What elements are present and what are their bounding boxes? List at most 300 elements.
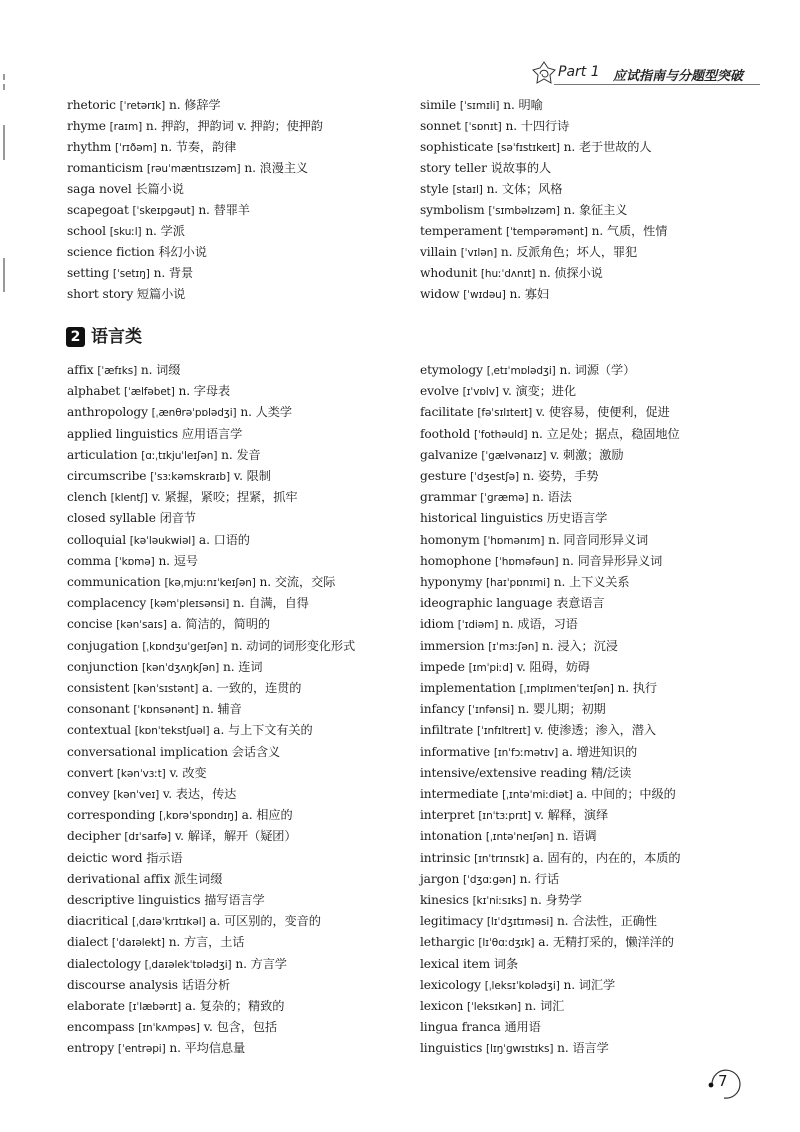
glossary-entry (67, 616, 270, 633)
glossary-entry (420, 468, 599, 485)
entry-definition: n. 方言学 (235, 956, 287, 971)
entry-definition: 闭音节 (159, 511, 196, 526)
entry-definition: n. 方言，土话 (168, 935, 245, 950)
entry-word: complacency (67, 596, 147, 611)
entry-definition: n. 连词 (222, 659, 263, 674)
entry-definition: n. 字母表 (178, 384, 231, 399)
entry-word: decipher (67, 829, 121, 844)
glossary-entry (67, 977, 230, 993)
entry-definition: n. 学派 (145, 224, 185, 238)
entry-word: homophone (420, 553, 492, 568)
glossary-entry (67, 553, 198, 570)
entry-word: etymology (420, 363, 483, 377)
entry-definition: n. 词汇学 (563, 977, 616, 992)
entry-pronunciation: [ˈentrəpi] (117, 1043, 166, 1056)
entry-word: short story (67, 287, 134, 301)
glossary-entry (67, 659, 262, 676)
glossary-entry (420, 139, 651, 156)
margin-marks (0, 0, 12, 300)
entry-pronunciation: [ˈhɒmənɪm] (483, 534, 545, 547)
entry-word: alphabet (67, 384, 121, 399)
entry-definition: n. 反派角色；坏人，罪犯 (500, 245, 638, 259)
glossary-entry (67, 934, 244, 951)
entry-definition: v. 改变 (169, 765, 207, 780)
entry-definition: n. 词源（学） (559, 363, 636, 377)
entry-word: widow (420, 287, 460, 301)
entry-definition: v. 解释，演绎 (534, 808, 609, 823)
entry-word: infiltrate (420, 723, 474, 738)
entry-definition: a. 中间的；中级的 (576, 787, 676, 801)
glossary-entry (420, 383, 576, 400)
entry-pronunciation: [ˌænθrəˈpɒlədʒi] (151, 407, 237, 420)
entry-pronunciation: [fəˈsɪlɪteɪt] (477, 407, 533, 420)
glossary-entry (67, 362, 180, 379)
entry-pronunciation: [ˈdʒestʃə] (470, 471, 519, 483)
entry-pronunciation: [ˈɪdiəm] (457, 619, 499, 632)
entry-definition: n. 十四行诗 (505, 119, 570, 133)
entry-word: implementation (420, 681, 516, 695)
entry-definition: v. 阻碍，妨碍 (516, 659, 590, 674)
entry-definition: n. 身势学 (530, 893, 582, 907)
entry-pronunciation: [ɪnˈtɜːprɪt] (478, 810, 531, 823)
glossary-entry (67, 828, 297, 845)
header-rule (554, 84, 760, 85)
entry-pronunciation: [dɪˈsaɪfə] (124, 831, 172, 844)
entry-pronunciation: [kənˈsɪstənt] (133, 683, 199, 695)
entry-definition: n. 浸入；沉浸 (542, 638, 618, 653)
header-title: 应试指南与分题型突破 (613, 69, 744, 84)
glossary-entry (420, 977, 615, 994)
entry-definition: n. 合法性，正确性 (556, 914, 657, 929)
entry-pronunciation: [ɪnˈkʌmpəs] (138, 1022, 200, 1035)
entry-definition: n. 语法 (532, 490, 572, 505)
glossary-entry (420, 181, 562, 198)
entry-definition: a. 增进知识的 (561, 744, 638, 759)
glossary-entry (67, 286, 185, 302)
entry-pronunciation: [kɪˈniːsɪks] (472, 895, 527, 907)
entry-pronunciation: [ˈvɪlən] (460, 247, 498, 259)
entry-definition: 指示语 (146, 850, 183, 865)
entry-definition: n. 同音同形异义词 (548, 532, 649, 547)
entry-pronunciation: [ˈæfɪks] (97, 365, 138, 377)
entry-pronunciation: [ɪmˈpiːd] (468, 661, 513, 674)
entry-definition: n. 文体；风格 (486, 182, 563, 196)
entry-definition: n. 替罪羊 (198, 203, 250, 217)
entry-word: interpret (420, 808, 475, 823)
entry-word: conjugation (67, 638, 139, 653)
entry-word: consistent (67, 681, 130, 695)
entry-pronunciation: [ˈleksɪkən] (466, 1001, 521, 1013)
entry-definition: v. 表达，传达 (162, 787, 237, 801)
entry-word: contextual (67, 723, 131, 738)
glossary-entry (67, 532, 250, 549)
entry-definition: n. 执行 (617, 681, 658, 695)
entry-definition: n. 语言学 (557, 1041, 609, 1056)
entry-pronunciation: [kənˈvɜːt] (116, 767, 166, 780)
entry-pronunciation: [səˈfɪstɪkeɪt] (496, 142, 560, 154)
entry-definition: v. 刺激；激励 (550, 447, 624, 462)
entry-word: immersion (420, 638, 485, 653)
entry-pronunciation: [ˌleksɪˈkɒlədʒi] (484, 979, 560, 992)
entry-word: encompass (67, 1020, 135, 1035)
glossary-entry (420, 426, 680, 443)
entry-definition: v. 紧握，紧咬；捏紧，抓牢 (151, 490, 298, 505)
entry-definition: n. 象征主义 (563, 203, 628, 217)
glossary-entry (67, 426, 242, 442)
entry-definition: n. 气质，性情 (591, 224, 668, 238)
entry-pronunciation: [skuːl] (109, 226, 142, 238)
glossary-entry (67, 160, 308, 177)
entry-definition: v. 使渗透；渗入，潜入 (534, 723, 656, 738)
glossary-entry (67, 786, 236, 803)
entry-definition: n. 词汇 (524, 999, 565, 1013)
entry-word: linguistics (420, 1041, 483, 1056)
entry-definition: 表意语言 (556, 596, 605, 611)
entry-pronunciation: [kəˌmjuːnɪˈkeɪʃən] (164, 577, 256, 589)
glossary-entry (67, 701, 242, 718)
entry-definition: n. 明喻 (503, 98, 543, 112)
glossary-entry (420, 680, 657, 697)
entry-pronunciation: [ˌetɪˈmɒlədʒi] (486, 365, 556, 377)
entry-definition: n. 押韵，押韵词 v. 押韵；使押韵 (145, 119, 323, 133)
entry-word: whodunit (420, 266, 478, 280)
entry-definition: n. 背景 (153, 266, 194, 280)
glossary-entry (420, 998, 564, 1015)
glossary-entry (67, 244, 207, 260)
entry-pronunciation: [ˈtempərəmənt] (505, 226, 588, 238)
entry-word: clench (67, 490, 107, 505)
glossary-entry (67, 1040, 245, 1057)
entry-pronunciation: [staɪl] (452, 184, 483, 196)
entry-pronunciation: [ˌdaɪəˈkrɪtɪkəl] (131, 916, 206, 929)
entry-definition: n. 修辞学 (168, 98, 221, 112)
entry-definition: n. 同音异形异义词 (562, 553, 663, 568)
entry-pronunciation: [ˌkɒrəˈspɒndɪŋ] (159, 810, 238, 823)
entry-word: intensive/extensive reading (420, 765, 588, 780)
glossary-entry (67, 489, 297, 506)
page-number-text: 7 (718, 1072, 728, 1090)
entry-pronunciation: [lɪˈθɑːdʒɪk] (478, 937, 535, 950)
entry-word: hyponymy (420, 575, 483, 589)
entry-pronunciation: [lɪˈdʒɪtɪməsi] (486, 916, 554, 929)
glossary-entry (67, 404, 292, 421)
entry-definition: n. 辅音 (202, 702, 242, 717)
entry-pronunciation: [ˈdʒɑːgən] (463, 873, 516, 886)
entry-pronunciation: [ˈfothəuld] (473, 428, 528, 441)
glossary-entry (420, 1040, 609, 1057)
entry-word: rhyme (67, 119, 106, 133)
entry-definition: n. 成语，习语 (502, 617, 578, 632)
entry-definition: n. 上下义关系 (553, 575, 630, 589)
entry-word: impede (420, 659, 465, 674)
entry-word: saga novel (67, 182, 132, 196)
entry-word: closed syllable (67, 511, 156, 526)
glossary-entry (420, 286, 549, 303)
glossary-entry (420, 118, 569, 135)
entry-word: deictic word (67, 850, 143, 865)
glossary-entry (67, 265, 193, 282)
entry-word: elaborate (67, 999, 125, 1013)
entry-word: sophisticate (420, 140, 494, 154)
entry-pronunciation: [ɪˈmɜːʃən] (488, 640, 539, 653)
entry-pronunciation: [ˈsɪmbəlɪzəm] (488, 205, 560, 217)
glossary-entry (420, 850, 680, 867)
entry-definition: n. 婴儿期；初期 (517, 702, 606, 717)
glossary-entry (420, 1019, 541, 1035)
glossary-entry (67, 97, 221, 114)
entry-word: story teller (420, 161, 487, 175)
glossary-entry (420, 553, 662, 570)
entry-word: temperament (420, 224, 503, 238)
entry-pronunciation: [ɪnˈfɔːmətɪv] (493, 746, 559, 759)
glossary-entry (67, 118, 323, 135)
entry-definition: n. 行话 (519, 871, 560, 886)
entry-word: corresponding (67, 808, 156, 823)
glossary-entry (420, 786, 676, 803)
entry-word: rhythm (67, 140, 112, 154)
entry-word: dialect (67, 935, 109, 950)
glossary-entry (67, 468, 271, 485)
entry-word: villain (420, 245, 457, 259)
entry-word: lexical item (420, 956, 491, 971)
entry-pronunciation: [raɪm] (109, 121, 143, 133)
entry-word: comma (67, 553, 112, 568)
glossary-entry (420, 265, 603, 282)
entry-word: romanticism (67, 161, 144, 175)
glossary-entry (67, 998, 284, 1015)
glossary-entry (67, 638, 355, 655)
entry-definition: 描写语言学 (204, 893, 265, 907)
page-number (704, 1064, 744, 1104)
entry-definition: n. 动词的词形变化形式 (230, 638, 356, 653)
running-header (520, 60, 760, 88)
entry-pronunciation: [huːˈdʌnɪt] (480, 268, 536, 280)
glossary-entry (420, 765, 631, 781)
entry-pronunciation: [kənˈdʒʌŋkʃən] (141, 661, 220, 674)
entry-word: derivational affix (67, 871, 171, 886)
entry-definition: a. 与上下文有关的 (213, 723, 313, 738)
glossary-entry (67, 956, 287, 973)
glossary-entry (420, 659, 590, 676)
glossary-entry (67, 139, 236, 156)
entry-definition: n. 老于世故的人 (563, 140, 652, 154)
glossary-entry (67, 595, 309, 612)
entry-word: anthropology (67, 405, 148, 420)
entry-word: grammar (420, 490, 477, 505)
entry-definition: v. 限制 (233, 469, 271, 483)
glossary-entry (420, 595, 604, 611)
entry-word: legitimacy (420, 914, 484, 929)
entry-word: scapegoat (67, 203, 129, 217)
entry-pronunciation: [ɪnˈtrɪnsɪk] (474, 852, 529, 865)
entry-definition: n. 人类学 (240, 405, 292, 420)
part-label: Part 1 (558, 64, 600, 80)
entry-definition: a. 可区别的，变音的 (209, 914, 321, 929)
entry-definition: v. 演变；进化 (502, 384, 576, 399)
glossary-entry (420, 956, 518, 972)
entry-word: lexicology (420, 977, 481, 992)
entry-word: informative (420, 744, 491, 759)
entry-word: intrinsic (420, 850, 471, 865)
glossary-entry (420, 574, 629, 591)
entry-word: articulation (67, 447, 138, 462)
entry-word: evolve (420, 384, 459, 399)
entry-word: descriptive linguistics (67, 893, 201, 907)
entry-word: ideographic language (420, 596, 553, 611)
glossary-entry (67, 181, 184, 197)
entry-word: dialectology (67, 956, 141, 971)
entry-pronunciation: [ˈsetɪŋ] (112, 268, 150, 280)
entry-word: sonnet (420, 119, 461, 133)
glossary-entry (67, 1019, 277, 1036)
entry-pronunciation: [ˈrɪðəm] (115, 142, 157, 154)
entry-word: applied linguistics (67, 426, 178, 441)
entry-pronunciation: [ˈretərɪk] (119, 100, 166, 112)
entry-definition: n. 浪漫主义 (244, 161, 308, 175)
entry-definition: n. 语调 (557, 829, 597, 844)
entry-definition: a. 固有的，内在的，本质的 (532, 850, 681, 865)
glossary-entry (67, 850, 182, 866)
entry-definition: n. 立足处；据点，稳固地位 (531, 426, 680, 441)
entry-definition: 短篇小说 (136, 287, 186, 301)
glossary-entry (420, 223, 667, 240)
entry-definition: 应用语言学 (181, 426, 243, 441)
entry-pronunciation: [ˌɪmplɪmenˈteɪʃən] (519, 683, 614, 695)
entry-word: science fiction (67, 245, 155, 259)
entry-pronunciation: [ˈælfəbet] (123, 386, 175, 399)
glossary-entry (420, 489, 572, 506)
glossary-entry (67, 680, 301, 697)
entry-word: entropy (67, 1041, 115, 1056)
entry-definition: n. 发音 (221, 447, 261, 462)
glossary-entry (420, 404, 670, 421)
entry-pronunciation: [ˈhɒməfəun] (495, 555, 559, 568)
entry-pronunciation: [kənˈsaɪs] (116, 619, 167, 632)
glossary-entry (420, 828, 597, 845)
entry-definition: a. 口语的 (198, 532, 250, 547)
entry-definition: a. 一致的，连贯的 (202, 681, 302, 695)
glossary-entry (420, 244, 637, 261)
glossary-entry (420, 701, 606, 718)
glossary-entry (420, 510, 607, 526)
entry-definition: n. 交流，交际 (259, 575, 336, 589)
glossary-entry (67, 202, 250, 219)
entry-pronunciation: [ɪˈvɒlv] (462, 386, 499, 399)
glossary-entry (420, 362, 635, 379)
entry-word: foothold (420, 426, 471, 441)
entry-word: school (67, 224, 106, 238)
entry-pronunciation: [ˈɪnfənsi] (468, 704, 515, 717)
entry-definition: 精/泛读 (590, 765, 632, 780)
entry-word: colloquial (67, 532, 127, 547)
entry-definition: 长篇小说 (135, 182, 184, 196)
entry-word: jargon (420, 871, 460, 886)
entry-word: conversational implication (67, 744, 229, 759)
glossary-entry (420, 722, 656, 739)
entry-definition: n. 自满，自得 (233, 596, 309, 611)
entry-definition: n. 逗号 (158, 553, 198, 568)
entry-word: galvanize (420, 447, 478, 462)
entry-pronunciation: [lɪŋˈgwɪstɪks] (486, 1043, 554, 1056)
glossary-entry (67, 383, 230, 400)
glossary-entry (420, 744, 637, 761)
entry-definition: v. 包含，包括 (203, 1020, 278, 1035)
entry-word: consonant (67, 702, 130, 717)
glossary-entry (420, 616, 578, 633)
entry-definition: 派生词缀 (173, 871, 223, 886)
entry-word: diacritical (67, 914, 129, 929)
glossary-entry (420, 638, 618, 655)
entry-pronunciation: [ˈdaɪəlekt] (111, 937, 165, 950)
glossary-entry (67, 223, 185, 240)
entry-definition: n. 寡妇 (509, 287, 550, 301)
entry-pronunciation: [ˈkɒnsənənt] (133, 704, 199, 717)
entry-pronunciation: [ˈgælvənaɪz] (481, 449, 547, 462)
entry-definition: a. 相应的 (241, 808, 293, 823)
entry-pronunciation: [klentʃ] (110, 492, 148, 505)
entry-pronunciation: [kɒnˈtekstʃuəl] (134, 725, 210, 738)
entry-word: convey (67, 787, 110, 801)
section-number-badge: 2 (66, 327, 85, 347)
glossary-entry (420, 160, 551, 176)
entry-pronunciation: [ˈskeɪpgəut] (132, 205, 195, 217)
glossary-entry (420, 871, 559, 888)
entry-definition: a. 复杂的；精致的 (184, 999, 285, 1013)
entry-definition: 话语分析 (181, 977, 231, 992)
entry-pronunciation: [rəuˈmæntɪsɪzəm] (146, 163, 241, 175)
entry-word: affix (67, 363, 94, 377)
entry-pronunciation: [kəmˈpleɪsənsi] (149, 598, 230, 611)
entry-definition: v. 使容易，使便利，促进 (535, 405, 670, 420)
entry-word: idiom (420, 617, 454, 632)
entry-definition: a. 无精打采的，懒洋洋的 (538, 935, 674, 950)
entry-definition: 说故事的人 (490, 161, 552, 175)
entry-word: style (420, 182, 449, 196)
entry-pronunciation: [ˈwɪdəu] (463, 289, 506, 301)
entry-pronunciation: [haɪˈpɒnɪmi] (486, 577, 550, 589)
entry-word: historical linguistics (420, 511, 543, 526)
entry-pronunciation: [ˈgræmə] (480, 492, 529, 505)
entry-word: lingua franca (420, 1020, 501, 1035)
entry-pronunciation: [ˈɪnfɪltreɪt] (476, 725, 531, 738)
entry-word: lexicon (420, 999, 464, 1013)
entry-word: lethargic (420, 935, 475, 950)
entry-pronunciation: [ˈsɪmɪli] (459, 100, 500, 112)
entry-word: communication (67, 575, 161, 589)
entry-word: kinesics (420, 893, 469, 907)
entry-pronunciation: [ˈsɜːkəmskraɪb] (150, 471, 230, 483)
glossary-entry (420, 807, 608, 824)
entry-word: infancy (420, 702, 465, 717)
entry-word: homonym (420, 532, 480, 547)
glossary-entry (420, 202, 627, 219)
entry-word: gesture (420, 469, 467, 483)
entry-pronunciation: [ˈsɒnɪt] (464, 121, 502, 133)
entry-definition: n. 词缀 (140, 363, 181, 377)
entry-word: facilitate (420, 405, 474, 420)
entry-definition: n. 侦探小说 (539, 266, 603, 280)
entry-pronunciation: [ˌkɒndʒuˈgeɪʃən] (142, 640, 228, 653)
glossary-entry (420, 934, 674, 951)
glossary-entry (420, 892, 582, 909)
glossary-entry (67, 871, 222, 887)
glossary-entry (67, 744, 280, 760)
entry-word: simile (420, 98, 457, 112)
entry-word: intermediate (420, 787, 499, 801)
entry-word: concise (67, 617, 113, 632)
entry-definition: a. 简洁的，简明的 (170, 617, 270, 632)
entry-word: intonation (420, 829, 483, 844)
